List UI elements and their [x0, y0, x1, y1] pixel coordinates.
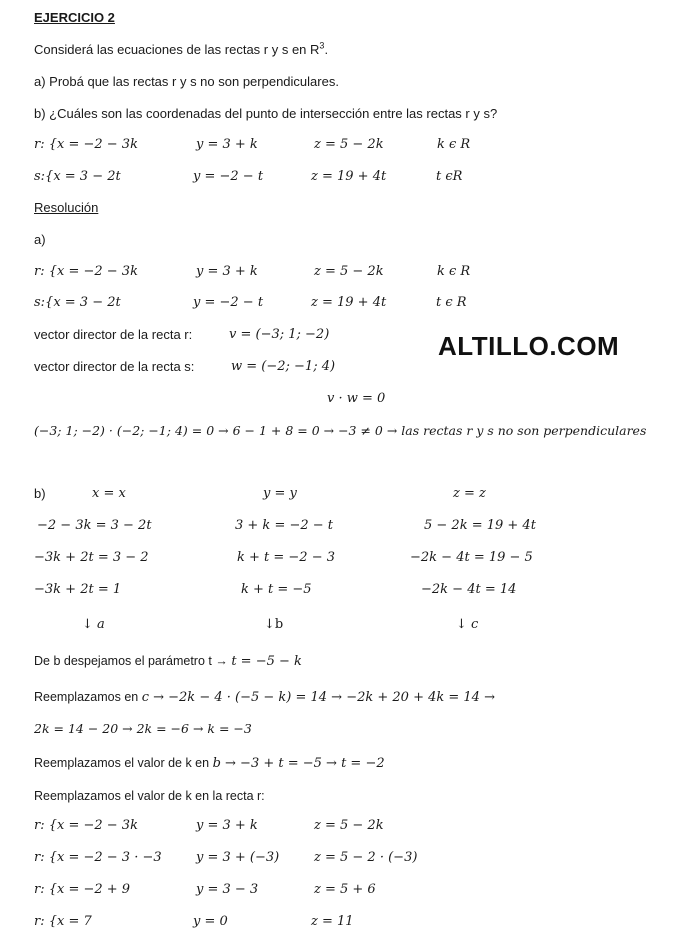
system-r0-c1: y = y [263, 486, 297, 501]
system-r0-c2: z = z [453, 486, 486, 501]
system-r3-c1: k + t = −5 [241, 582, 312, 597]
statement-s-z: z = 19 + 4t [311, 169, 387, 184]
step-5-text: Reemplazamos el valor de k en la recta r: [34, 789, 265, 803]
final-r1-c0: r: {x = −2 − 3 · −3 [34, 850, 162, 865]
final-r0-c0: r: {x = −2 − 3k [34, 818, 138, 833]
final-r2-c0: r: {x = −2 + 9 [34, 882, 131, 897]
system-r3-c2: −2k − 4t = 14 [421, 582, 517, 597]
dot-calculation [34, 421, 646, 441]
dot-calc-math: (−3; 1; −2) · (−2; −1; 4) = 0 → 6 − 1 + 8 = 0 → −3 ≠ 0 → [34, 423, 398, 438]
final-r2-c1: y = 3 − 3 [196, 882, 259, 897]
part-a-s-x: s:{x = 3 − 2t [34, 295, 121, 310]
statement-r-y: y = 3 + k [196, 137, 258, 152]
vector-r-text: vector director de la recta r: [34, 327, 193, 342]
statement-s-y: y = −2 − t [193, 169, 264, 184]
statement-r-z: z = 5 − 2k [314, 137, 384, 152]
step-1 [34, 651, 302, 672]
system-arrow-b: ↓b [264, 617, 284, 632]
exercise-title: EJERCICIO 2 [34, 10, 115, 25]
altillo-watermark: ALTILLO.COM [438, 331, 620, 361]
question-a: a) Probá que las rectas r y s no son perpendiculares. [34, 74, 339, 89]
intro-suffix: . [324, 42, 329, 57]
system-arrow-c: ↓ c [456, 617, 479, 632]
system-r0-c0: x = x [92, 486, 126, 501]
final-r0-c2: z = 5 − 2k [314, 818, 384, 833]
step-4-math: b → −3 + t = −5 → t = −2 [212, 756, 385, 771]
final-r3-c0: r: {x = 7 [34, 914, 92, 929]
vector-s-value: w = (−2; −1; 4) [231, 359, 336, 374]
intro-text [34, 40, 328, 60]
part-b-label: b) [34, 486, 46, 501]
step-2-text: Reemplazamos en [34, 690, 139, 704]
statement-s-x: s:{x = 3 − 2t [34, 169, 121, 184]
part-a-s-z: z = 19 + 4t [311, 295, 387, 310]
system-r2-c2: −2k − 4t = 19 − 5 [410, 550, 533, 565]
resolution-title: Resolución [34, 200, 99, 215]
step-4-text: Reemplazamos el valor de k en [34, 756, 210, 770]
part-a-r-param: k ϵ R [437, 264, 471, 279]
part-a-s-y: y = −2 − t [193, 295, 264, 310]
final-r3-c1: y = 0 [193, 914, 228, 929]
intro-superscript: 3 [319, 40, 325, 51]
final-r1-c1: y = 3 + (−3) [196, 850, 280, 865]
system-r2-c1: k + t = −2 − 3 [237, 550, 336, 565]
part-a-r-y: y = 3 + k [196, 264, 258, 279]
step-2-math: c → −2k − 4 · (−5 − k) = 14 → −2k + 20 + 4k = 14 → [141, 690, 495, 705]
step-2 [34, 687, 495, 708]
part-a-s-param: t ϵ R [436, 295, 467, 310]
final-r3-c2: z = 11 [311, 914, 354, 929]
vector-r-value: v = (−3; 1; −2) [229, 327, 330, 342]
system-r1-c0: −2 − 3k = 3 − 2t [37, 518, 152, 533]
system-r2-c0: −3k + 2t = 3 − 2 [34, 550, 149, 565]
dot-product: v · w = 0 [327, 391, 386, 406]
statement-s-param: t ϵR [436, 169, 463, 184]
final-r2-c2: z = 5 + 6 [314, 882, 376, 897]
vector-s-text: vector director de la recta s: [34, 359, 195, 374]
intro-prefix: Considerá las ecuaciones de las rectas r y s en R [34, 42, 320, 57]
step-1-math: t = −5 − k [231, 654, 302, 669]
statement-r-param: k ϵ R [437, 137, 471, 152]
system-arrow-a: ↓ a [82, 617, 105, 632]
part-a-r-x: r: {x = −2 − 3k [34, 264, 138, 279]
conclusion-text: las rectas r y s no son perpendiculares [401, 423, 647, 438]
question-b: b) ¿Cuáles son las coordenadas del punto de intersección entre las rectas r y s? [34, 106, 498, 121]
part-a-label: a) [34, 232, 46, 247]
final-r1-c2: z = 5 − 2 · (−3) [314, 850, 418, 865]
system-r1-c2: 5 − 2k = 19 + 4t [424, 518, 536, 533]
system-r3-c0: −3k + 2t = 1 [34, 582, 122, 597]
system-r1-c1: 3 + k = −2 − t [235, 518, 334, 533]
final-r0-c1: y = 3 + k [196, 818, 258, 833]
statement-r-x: r: {x = −2 − 3k [34, 137, 138, 152]
step-3-math: 2k = 14 − 20 → 2k = −6 → k = −3 [34, 721, 252, 736]
step-4 [34, 753, 385, 774]
step-1-text: De b despejamos el parámetro t → [34, 654, 228, 668]
part-a-r-z: z = 5 − 2k [314, 264, 384, 279]
